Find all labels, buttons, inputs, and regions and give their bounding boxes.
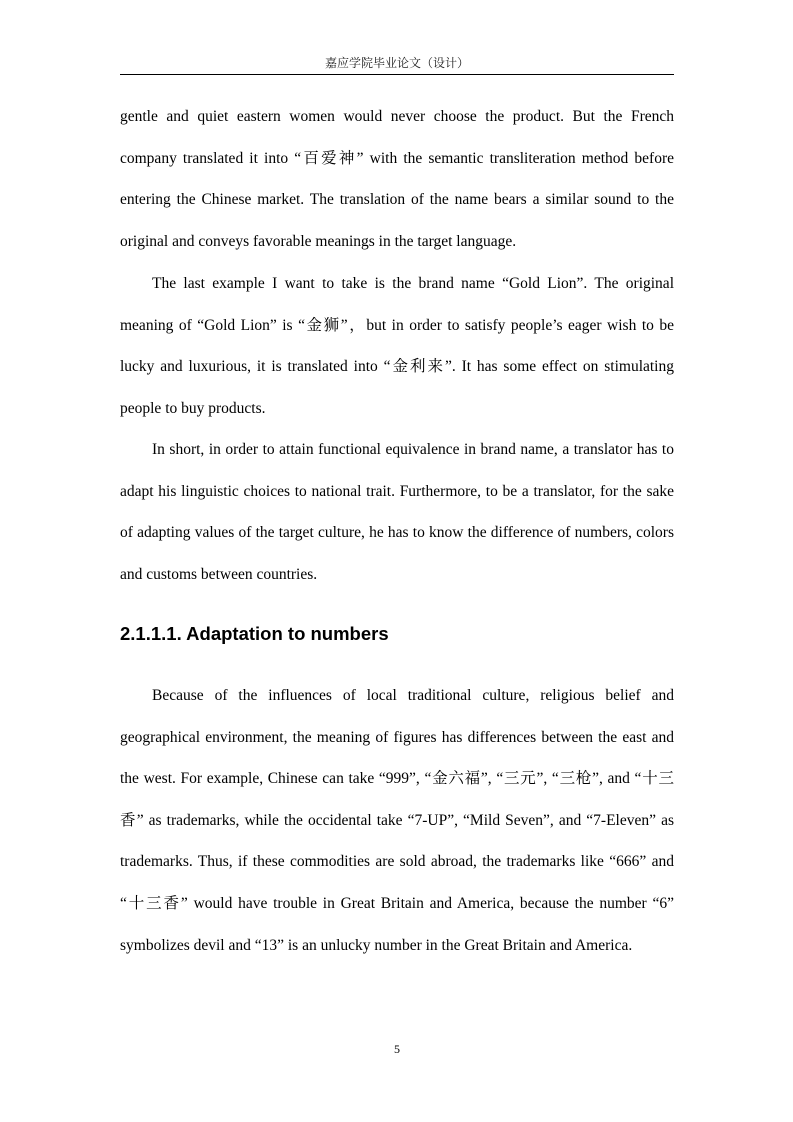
body-paragraph: gentle and quiet eastern women would never choose the product. But the French company translated it into “百爱神” with the semantic transliteration method before entering the Chinese market. The translation of the name bears a similar sound to the original and conveys favorable meanings in the target language. — [120, 108, 674, 250]
header-divider — [120, 74, 674, 75]
body-paragraph: The last example I want to take is the brand name “Gold Lion”. The original meaning of “Gold Lion” is “金狮”，but in order to satisfy people’s eager wish to be lucky and luxurious, it is translated into “金利来”. It has some effect on stimulating people to buy products. — [120, 275, 674, 417]
section-heading: 2.1.1.1. Adaptation to numbers — [120, 623, 389, 644]
section-paragraph: Because of the influences of local traditional culture, religious belief and geographical environment, the meaning of figures has differences between the east and the west. For example, Chinese can take “999”, “金六福”, “三元”, “三枪”, and “十三香” as trademarks, while the occidental take “7-UP”, “Mild Seven”, and “7-Eleven” as trademarks. Thus, if these commodities are sold abroad, the trademarks like “666” and “十三香” would have trouble in Great Britain and America, because the number “6” symbolizes devil and “13” is an unlucky number in the Great Britain and America. — [120, 687, 674, 954]
body-paragraph: In short, in order to attain functional equivalence in brand name, a translator has to adapt his linguistic choices to national trait. Furthermore, to be a translator, for the sake of adapting values of the target culture, he has to know the difference of numbers, colors and customs between countries. — [120, 441, 674, 583]
page-number: 5 — [394, 1042, 400, 1056]
page-header: 嘉应学院毕业论文（设计） — [324, 56, 469, 70]
